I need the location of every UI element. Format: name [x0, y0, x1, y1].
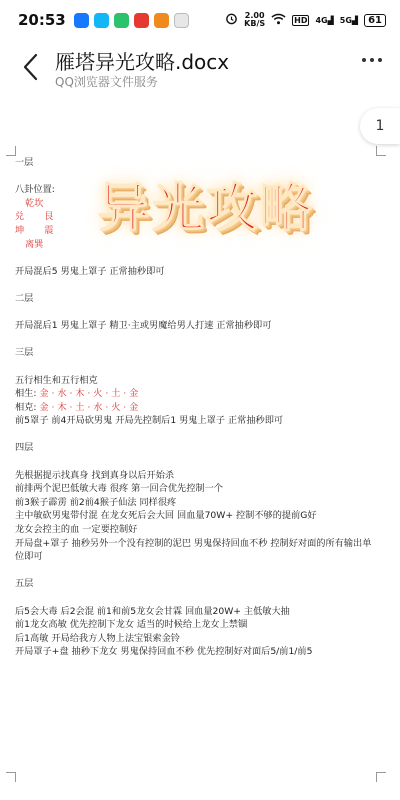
- bagua-row-1: 乾坎: [25, 197, 44, 209]
- floor5-line: 前1龙女高敏 优先控制下龙女 适当的时候给上龙女上禁锢: [15, 619, 248, 631]
- floor1-heading: 一层: [15, 157, 34, 168]
- floor3-heading: 三层: [15, 347, 34, 359]
- more-dot-icon: [370, 58, 374, 62]
- bagua-row-2: 兑 艮: [15, 211, 54, 223]
- overlay-title: 异光攻略: [98, 179, 315, 239]
- bagua-row-4: 离巽: [25, 238, 44, 250]
- floor4-line: 位即可: [15, 551, 43, 563]
- alipay-app-icon: [74, 13, 89, 28]
- wifi-icon: [271, 13, 286, 28]
- floor1-note: 开局混后5 男鬼上罩子 正常抽秒即可: [15, 265, 165, 277]
- crop-mark: [376, 146, 386, 156]
- floor5-line: 后1高敏 开局给我方人物上法宝银索金铃: [15, 632, 180, 644]
- floor3-note: 前5罩子 前4开局砍男鬼 开局先控制后1 男鬼上罩子 正常抽秒即可: [15, 415, 284, 427]
- crop-mark: [376, 772, 386, 782]
- shopping-app-icon: [154, 13, 169, 28]
- status-time: 20:53: [18, 11, 66, 29]
- floor4-line: 前3猴子霹雳 前2前4猴子仙法 同样很疼: [15, 496, 177, 508]
- back-button[interactable]: [18, 52, 42, 82]
- wuxing-intro: 五行相生和五行相克: [15, 374, 98, 386]
- document-subtitle: QQ浏览器文件服务: [55, 75, 158, 89]
- notes-app-icon: [174, 13, 189, 28]
- more-dot-icon: [362, 58, 366, 62]
- wuxing-ke: 相克: 金 · 木 · 土 · 水 · 火 · 金: [15, 401, 139, 413]
- chevron-left-icon: [22, 53, 38, 81]
- gallery-app-icon: [114, 13, 129, 28]
- document-title: 雁塔异光攻略.docx: [55, 50, 230, 74]
- status-indicators: [225, 12, 386, 28]
- battery-indicator: 61: [364, 14, 386, 27]
- signal-5g-icon: 5G▟: [339, 15, 359, 25]
- page-number-indicator[interactable]: 1: [360, 108, 400, 144]
- floor4-line: 开局盘+罩子 抽秒另外一个没有控制的泥巴 男鬼保持回血不秒 控制好对面的所有输出单: [15, 537, 372, 549]
- crop-mark: [6, 146, 16, 156]
- messaging-app-icon: [94, 13, 109, 28]
- bagua-row-3: 坤 震: [15, 224, 54, 236]
- floor5-line: 后5会大毒 后2会混 前1和前5龙女会甘霖 回血量20W+ 主低敏大抽: [15, 605, 290, 617]
- alarm-icon: [225, 12, 238, 28]
- floor4-line: 主中敏砍男鬼带付混 在龙女死后会大回 回血量70W+ 控制不够的提前G好: [15, 510, 317, 522]
- floor5-line: 开局罩子+盘 抽秒下龙女 男鬼保持回血不秒 优先控制好对面后5/前1/前5: [15, 646, 313, 658]
- bagua-label: 八卦位置:: [15, 184, 55, 196]
- status-bar: [0, 0, 400, 40]
- floor2-heading: 二层: [15, 292, 34, 304]
- floor5-heading: 五层: [15, 578, 34, 590]
- floor4-line: 龙女会控主的血 一定要控制好: [15, 524, 138, 536]
- crop-mark: [6, 772, 16, 782]
- wuxing-sheng: 相生: 金 · 水 · 木 · 火 · 土 · 金: [15, 388, 139, 400]
- floor2-note: 开局混后1 男鬼上罩子 精卫·主或男魔给男人打速 正常抽秒即可: [15, 320, 272, 332]
- more-dot-icon: [378, 58, 382, 62]
- hd-badge: HD: [294, 15, 308, 25]
- more-options-button[interactable]: [362, 58, 382, 62]
- floor4-heading: 四层: [15, 442, 34, 454]
- floor4-line: 前排两个泥巴低敏大毒 很疼 第一回合优先控制一个: [15, 483, 223, 495]
- title-bar: [0, 40, 400, 96]
- signal-4g-icon: 4G▟: [315, 15, 334, 25]
- net-speed: 2.00 KB/S: [244, 11, 266, 28]
- game-app-icon: [134, 13, 149, 28]
- floor4-line: 先根据提示找真身 找到真身以后开始杀: [15, 469, 175, 481]
